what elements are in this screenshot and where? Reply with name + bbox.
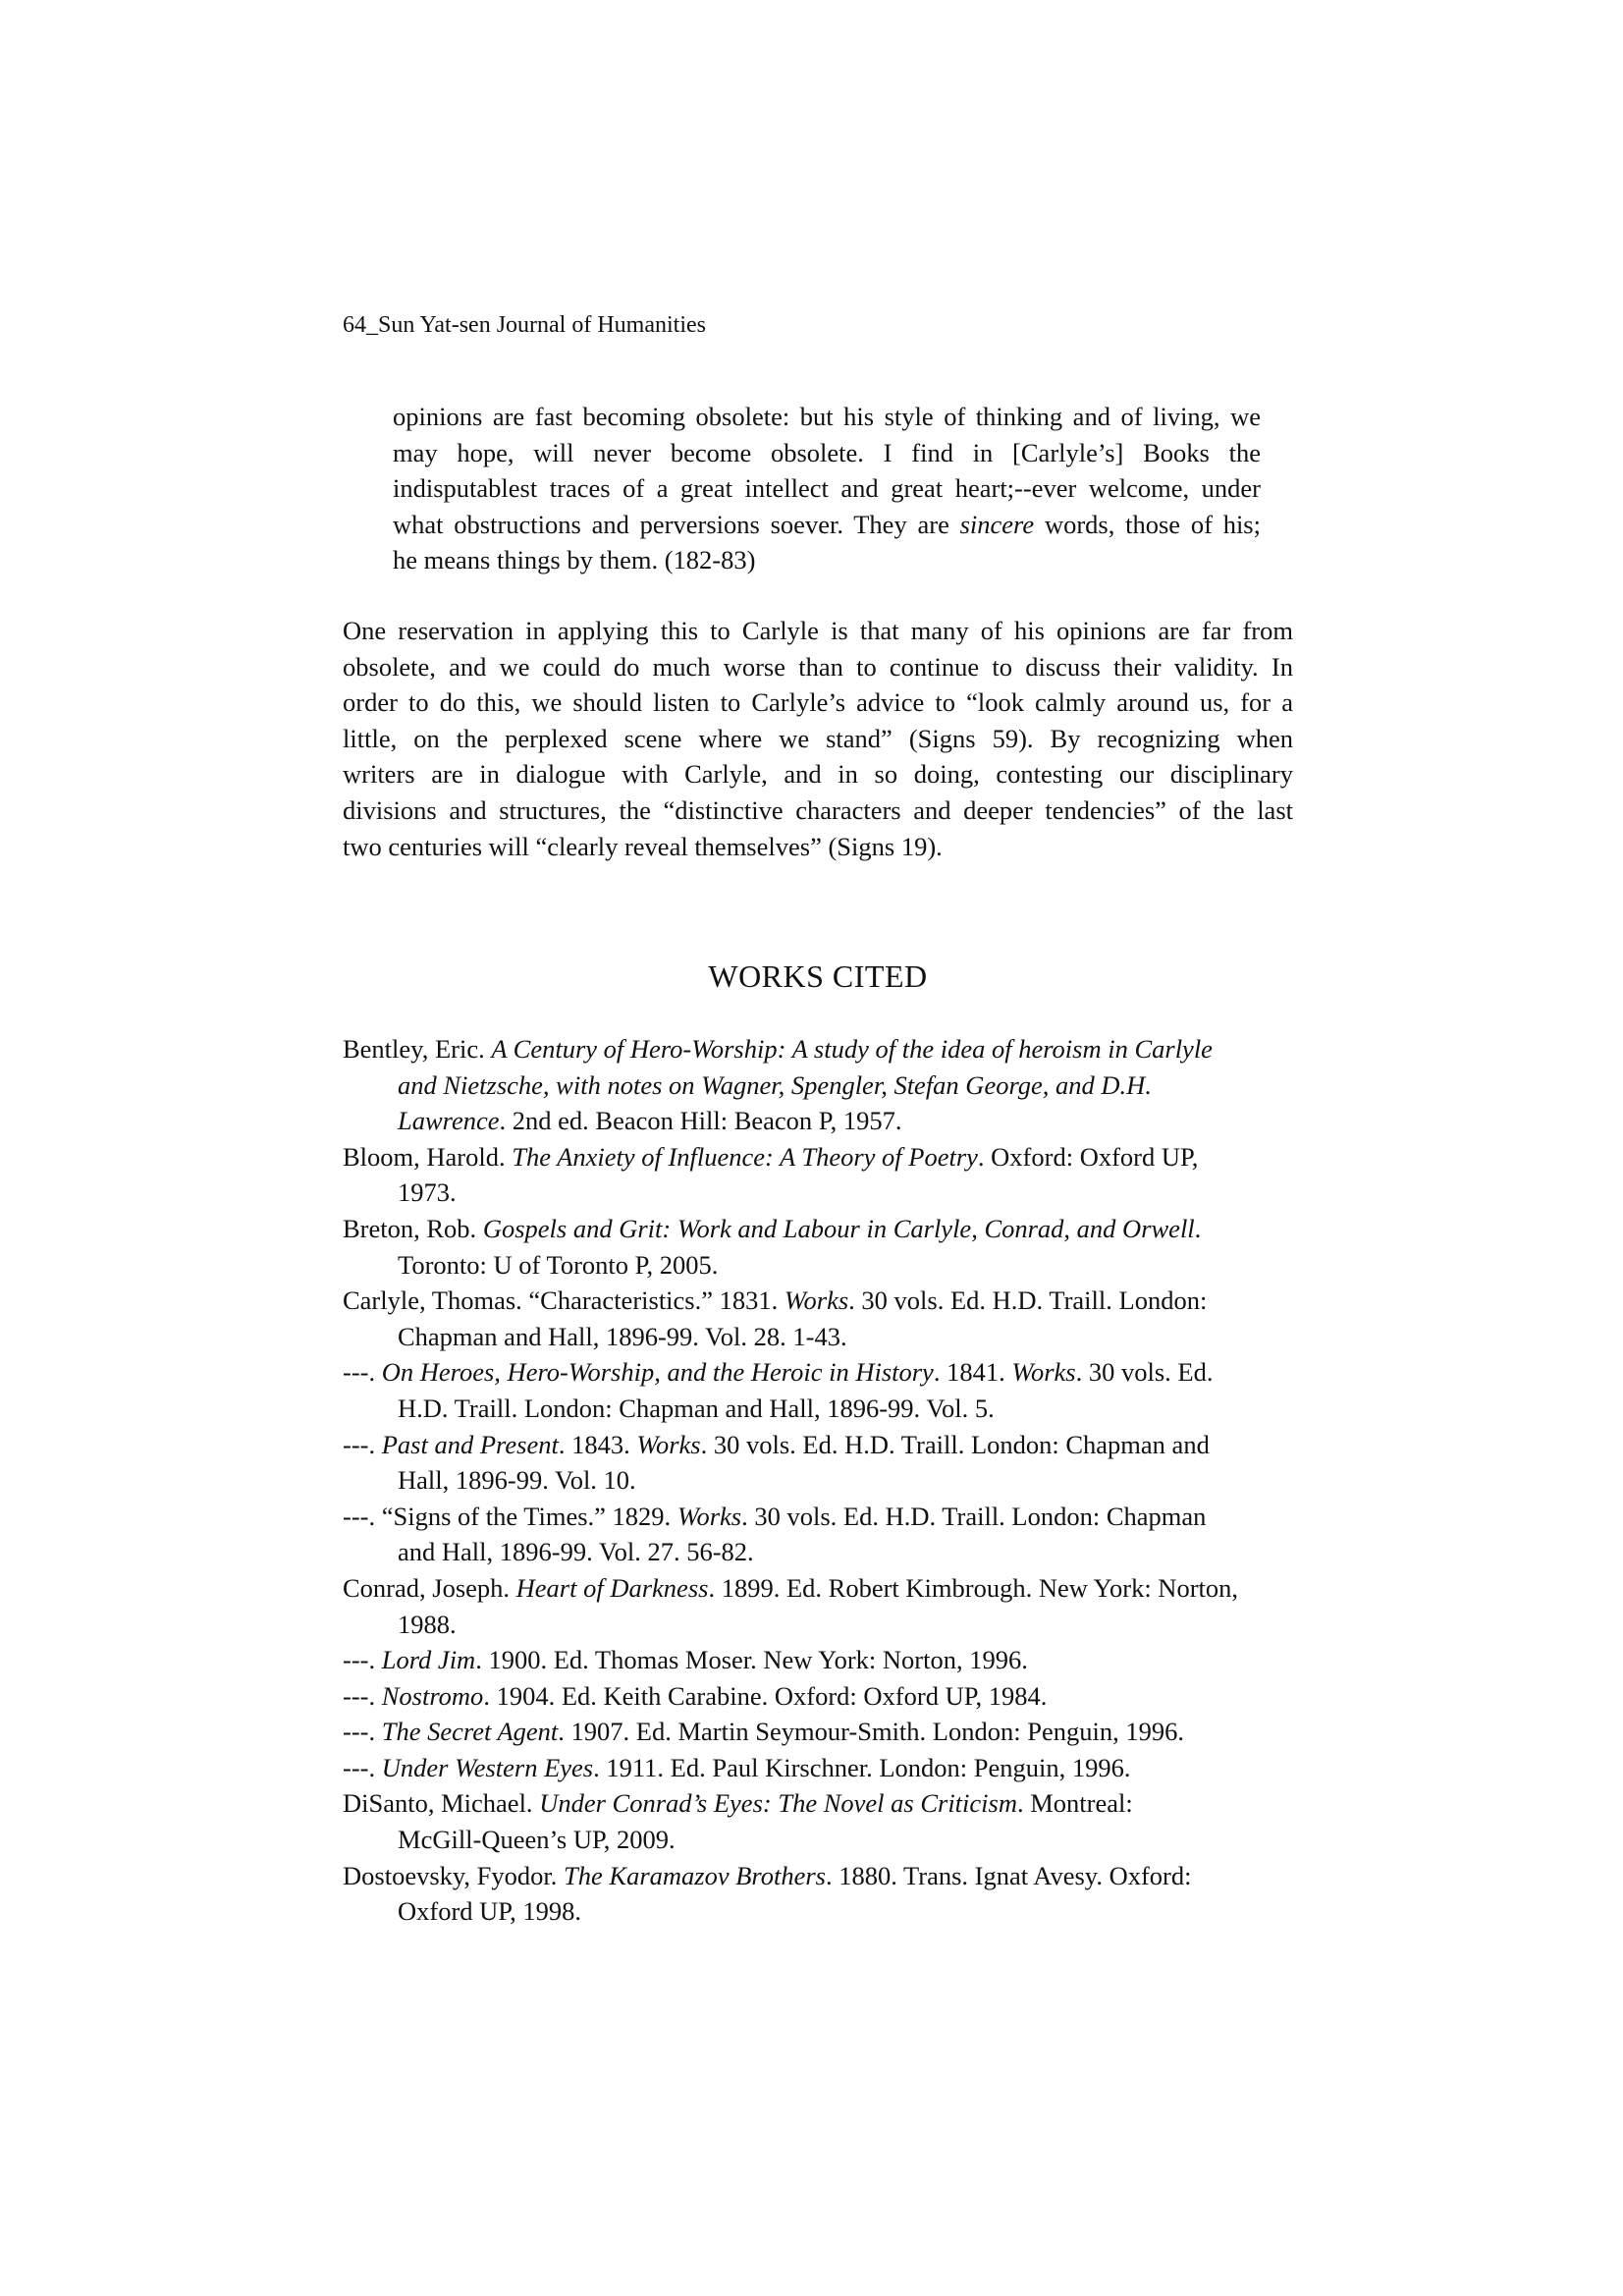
text-run: H.D. Traill. London: Chapman and Hall, 1896-99. Vol. 5. (398, 1393, 995, 1423)
text-run: Chapman and Hall, 1896-99. Vol. 28. 1-43. (398, 1321, 847, 1351)
text-run: ---. (343, 1752, 382, 1782)
italic-run: Works (636, 1429, 701, 1459)
text-run: may hope, will never become obsolete. I find in [Carlyle’s] Books the (393, 437, 1261, 467)
citation-entry (343, 1678, 1293, 1715)
italic-run: Lord Jim (381, 1645, 476, 1675)
quote-line (393, 435, 1261, 471)
text-run: . 1911. Ed. Paul Kirschner. London: Penguin, 1996. (593, 1752, 1131, 1782)
text-run: . 2nd ed. Beacon Hill: Beacon P, 1957. (499, 1106, 902, 1136)
citation-entry (343, 1139, 1293, 1211)
citation-entry (343, 1570, 1293, 1642)
citation-line (343, 1607, 1293, 1643)
text-run: what obstructions and perversions soever. They are (393, 509, 960, 539)
citation-line (343, 1247, 1293, 1284)
citation-line (343, 1750, 1293, 1786)
works-cited-heading: WORKS CITED (708, 958, 928, 994)
text-run: Toronto: U of Toronto P, 2005. (398, 1249, 719, 1280)
text-run: . 1843. (558, 1429, 637, 1459)
text-run: DiSanto, Michael. (343, 1788, 540, 1819)
italic-run: The Anxiety of Influence: A Theory of Poetry (512, 1141, 978, 1172)
paragraph-line: little, on the perplexed scene where we stand” (Signs 59). By recognizing when (343, 723, 1293, 753)
paragraph-line: divisions and structures, the “distinctive characters and deeper tendencies” of the last (343, 794, 1293, 825)
text-run: . 1907. Ed. Martin Seymour-Smith. London: Penguin, 1996. (558, 1717, 1184, 1747)
citation-line (343, 1319, 1293, 1355)
citation-entry (343, 1642, 1293, 1678)
text-run: ---. (343, 1357, 382, 1388)
citation-entry (343, 1211, 1293, 1283)
text-run: ---. “Signs of the Times.” 1829. (343, 1501, 677, 1531)
citation-line (343, 1570, 1293, 1607)
citation-entry (343, 1750, 1293, 1786)
text-run: Bloom, Harold. (343, 1141, 513, 1172)
quote-line (393, 470, 1261, 507)
text-run: ---. (343, 1645, 382, 1675)
citation-line (343, 1678, 1293, 1715)
text-run: . 30 vols. Ed. H.D. Traill. London: Chapman (741, 1501, 1207, 1531)
italic-run: Nostromo (381, 1680, 484, 1711)
citation-line (343, 1858, 1293, 1894)
citation-line (343, 1175, 1293, 1211)
text-run: Conrad, Joseph. (343, 1572, 516, 1603)
paragraph-line: One reservation in applying this to Carlyle is that many of his opinions are far from (343, 616, 1293, 645)
italic-run: Under Western Eyes (381, 1752, 594, 1782)
citation-entry (343, 1785, 1293, 1857)
citation-line (343, 1822, 1293, 1858)
text-run: Bentley, Eric. (343, 1034, 492, 1064)
text-run: 1988. (398, 1609, 457, 1639)
text-run: Carlyle, Thomas. “Characteristics.” 1831. (343, 1285, 784, 1316)
citation-line (343, 1283, 1293, 1319)
citation-entry (343, 1499, 1293, 1570)
citation-entry (343, 1031, 1293, 1139)
text-run: and Hall, 1896-99. Vol. 27. 56-82. (398, 1537, 754, 1567)
running-head: 64_Sun Yat-sen Journal of Humanities (343, 312, 706, 338)
italic-run: Works (1011, 1357, 1076, 1388)
text-run: Hall, 1896-99. Vol. 10. (398, 1465, 636, 1496)
citation-line (343, 1211, 1293, 1247)
paragraph-line: writers are in dialogue with Carlyle, and in so doing, contesting our disciplinary (343, 759, 1293, 790)
text-run: . Montreal: (1016, 1788, 1133, 1819)
citation-line (343, 1427, 1293, 1463)
citation-entry (343, 1354, 1293, 1426)
italic-run: and Nietzsche, with notes on Wagner, Spengler, Stefan George, and D.H. (398, 1069, 1152, 1100)
text-run: . 1900. Ed. Thomas Moser. New York: Norton, 1996. (475, 1645, 1028, 1675)
citation-line (343, 1462, 1293, 1499)
block-quotation (393, 399, 1261, 578)
citation-entry (343, 1714, 1293, 1750)
text-run: . 1841. (933, 1357, 1012, 1388)
quote-line (393, 507, 1261, 543)
text-run: . 30 vols. Ed. H.D. Traill. London: (848, 1285, 1208, 1316)
citation-line (343, 1031, 1293, 1067)
italic-run: The Secret Agent (381, 1717, 559, 1747)
text-run: . (1194, 1213, 1202, 1243)
text-run: . 30 vols. Ed. H.D. Traill. London: Chapman and (700, 1429, 1210, 1459)
quote-line (393, 542, 1261, 578)
works-cited-list (343, 1031, 1293, 1930)
italic-run: A Century of Hero-Worship: A study of the idea of heroism in Carlyle (491, 1034, 1213, 1064)
citation-line (343, 1642, 1293, 1678)
text-run: Breton, Rob. (343, 1213, 483, 1243)
citation-line (343, 1499, 1293, 1535)
text-run: indisputablest traces of a great intellect and great heart;--ever welcome, under (393, 473, 1261, 504)
text-run: ---. (343, 1717, 382, 1747)
text-run: opinions are fast becoming obsolete: but his style of thinking and of living, we (393, 402, 1261, 431)
text-run: . Oxford: Oxford UP, (977, 1141, 1199, 1172)
italic-run: Gospels and Grit: Work and Labour in Carlyle, Conrad, and Orwell (482, 1213, 1195, 1243)
text-run: ---. (343, 1680, 382, 1711)
text-run: he means things by them. (182-83) (393, 545, 756, 575)
citation-line (343, 1067, 1293, 1104)
citation-line (343, 1714, 1293, 1750)
text-run: . 1904. Ed. Keith Carabine. Oxford: Oxford UP, 1984. (483, 1680, 1048, 1711)
text-run: McGill-Queen’s UP, 2009. (398, 1825, 676, 1855)
body-paragraph (343, 613, 1293, 864)
text-run: Dostoevsky, Fyodor. (343, 1860, 565, 1890)
citation-line (343, 1354, 1293, 1391)
citation-line (343, 1534, 1293, 1570)
italic-run: sincere (959, 509, 1035, 539)
citation-entry (343, 1283, 1293, 1354)
italic-run: On Heroes, Hero-Worship, and the Heroic in History (381, 1357, 934, 1388)
text-run: 1973. (398, 1177, 457, 1208)
paragraph-line: order to do this, we should listen to Carlyle’s advice to “look calmly around us, for a (343, 687, 1293, 718)
text-run: words, those of his; (1034, 509, 1261, 539)
italic-run: Heart of Darkness (515, 1572, 709, 1603)
italic-run: Works (676, 1501, 742, 1531)
paragraph-line: two centuries will “clearly reveal themselves” (Signs 19). (343, 831, 943, 861)
quote-line (393, 399, 1261, 435)
paragraph-line: obsolete, and we could do much worse than to continue to discuss their validity. In (343, 651, 1293, 682)
citation-line (343, 1103, 1293, 1139)
italic-run: The Karamazov Brothers (564, 1860, 826, 1890)
italic-run: Lawrence (398, 1106, 500, 1136)
citation-entry (343, 1427, 1293, 1499)
text-run: . 1899. Ed. Robert Kimbrough. New York: Norton, (708, 1572, 1239, 1603)
text-run: . 1880. Trans. Ignat Avesy. Oxford: (826, 1860, 1192, 1890)
text-run: . 30 vols. Ed. (1075, 1357, 1214, 1388)
text-run: Oxford UP, 1998. (398, 1896, 581, 1927)
italic-run: Works (784, 1285, 849, 1316)
citation-entry (343, 1858, 1293, 1930)
text-run: ---. (343, 1429, 382, 1459)
citation-line (343, 1893, 1293, 1930)
citation-line (343, 1391, 1293, 1427)
italic-run: Past and Present (381, 1429, 559, 1459)
citation-line (343, 1785, 1293, 1822)
italic-run: Under Conrad’s Eyes: The Novel as Criticism (539, 1788, 1017, 1819)
citation-line (343, 1139, 1293, 1175)
